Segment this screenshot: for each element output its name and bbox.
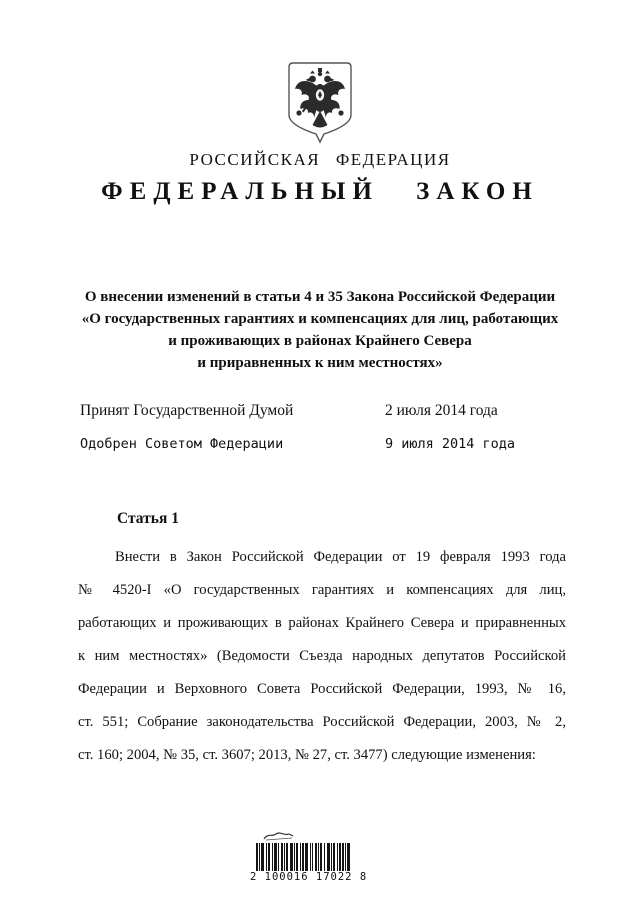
- approved-by-council-date: 9 июля 2014 года: [385, 436, 516, 452]
- country-heading: РОССИЙСКАЯ ФЕДЕРАЦИЯ: [189, 150, 451, 169]
- law-title: [60, 286, 580, 374]
- law-title-line: и проживающих в районах Крайнего Севера: [168, 333, 472, 349]
- body-line: № 4520-I «О государственных гарантиях и компенсациях для лиц,: [78, 582, 566, 598]
- body-line: к ним местностях» (Ведомости Съезда народных депутатов Российской: [78, 648, 566, 664]
- law-title-line: «О государственных гарантиях и компенсациях для лиц, работающих: [81, 311, 559, 327]
- adopted-by-duma-row: [80, 402, 540, 422]
- russian-coat-of-arms-icon: [284, 60, 356, 146]
- adopted-by-duma-date: 2 июля 2014 года: [385, 402, 498, 419]
- doc-type-heading: ФЕДЕРАЛЬНЫЙ ЗАКОН: [101, 178, 539, 205]
- adopted-by-duma-label: Принят Государственной Думой: [80, 402, 294, 419]
- article-1-body: [78, 541, 566, 772]
- law-title-line: и приравненных к ним местностях»: [197, 355, 443, 371]
- body-line: Внести в Закон Российской Федерации от 19 февраля 1993 года: [115, 549, 566, 565]
- barcode: [250, 830, 368, 890]
- barcode-digits: 2 100016 17022 8: [250, 871, 368, 883]
- body-line: работающих и проживающих в районах Крайнего Севера и приравненных: [78, 615, 566, 631]
- barcode-bars-icon: [256, 843, 352, 871]
- article-1-heading: Статья 1: [117, 510, 179, 527]
- approved-by-council-label: Одобрен Советом Федерации: [80, 436, 284, 452]
- approved-by-council-row: [80, 436, 540, 456]
- law-title-line: О внесении изменений в статьи 4 и 35 Закона Российской Федерации: [84, 289, 556, 305]
- body-line: ст. 160; 2004, № 35, ст. 3607; 2013, № 27, ст. 3477) следующие изменения:: [78, 747, 536, 763]
- body-line: Федерации и Верховного Совета Российской Федерации, 1993, № 16,: [78, 681, 566, 697]
- body-line: ст. 551; Собрание законодательства Российской Федерации, 2003, № 2,: [78, 714, 566, 730]
- ink-mark-icon: [262, 830, 296, 842]
- adoption-block: [80, 402, 540, 466]
